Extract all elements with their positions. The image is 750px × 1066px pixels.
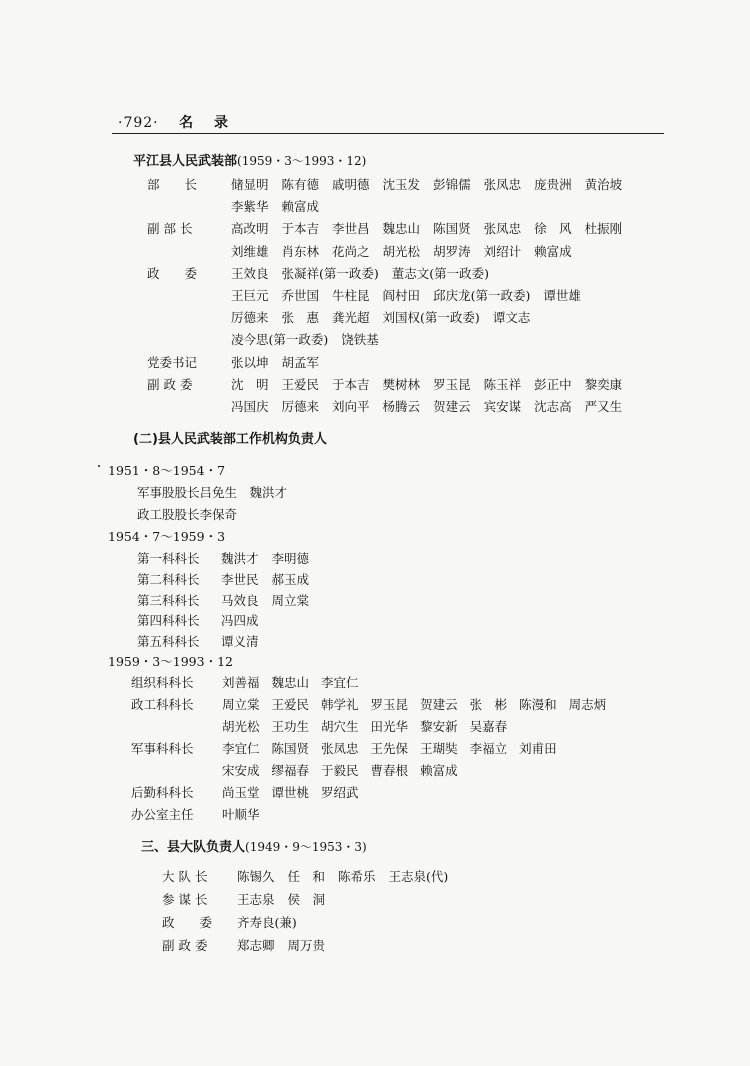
roster-row: [162, 913, 310, 931]
person-name: 周万贵: [287, 938, 326, 953]
role-label: 大 队 长: [162, 869, 208, 884]
roster-row: [137, 570, 322, 588]
role-label: 后勤科科长: [131, 785, 194, 800]
roster-row: [147, 375, 635, 393]
roster-row: [147, 197, 332, 215]
person-name: 张 惠: [281, 310, 320, 326]
person-name: 彭正中: [534, 376, 572, 392]
person-name: 凌今思(第一政委): [231, 332, 329, 348]
person-name: 高改明: [231, 221, 269, 237]
person-name: 魏忠山: [382, 221, 421, 237]
person-name: 刘维雄: [231, 243, 269, 259]
person-name: 魏忠山: [271, 675, 310, 690]
roster-row: [147, 286, 594, 304]
person-name: 李世民: [221, 571, 259, 587]
section1-date: (1959・3～1993・12): [237, 154, 367, 168]
section3-date: (1949・9～1953・3): [245, 840, 367, 854]
person-name: 阎村田: [382, 288, 421, 303]
person-name: 谭文志: [492, 310, 531, 326]
person-name: 徐 风: [534, 221, 572, 237]
role-label: 组织科科长: [131, 675, 194, 690]
section3-heading: [141, 836, 367, 855]
person-name: 李宜仁: [222, 741, 260, 756]
person-name: 谭世雄: [543, 288, 581, 303]
roster-row: [162, 867, 461, 885]
person-name: 罗玉昆: [433, 376, 471, 392]
person-name: 刘绍计: [483, 243, 522, 259]
person-name: 杨腾云: [382, 399, 421, 414]
person-name: 刘向平: [332, 399, 370, 414]
role-label: 参 谋 长: [162, 892, 208, 907]
roster-row: [131, 695, 618, 713]
period1-line-1: 军事股股长吕免生 魏洪才: [137, 485, 288, 500]
period1-date: 1951・8～1954・7: [108, 463, 226, 478]
roster-row: [137, 632, 272, 650]
person-name: 张凝祥(第一政委): [281, 265, 379, 281]
person-name: 吴嘉春: [469, 719, 508, 734]
role-label: 第五科科长: [137, 634, 200, 650]
person-name: 牛柱昆: [332, 288, 370, 303]
roster-row: [147, 308, 543, 326]
person-name: 赖富成: [534, 243, 572, 259]
roster-row: [131, 805, 272, 823]
person-name: 王先保: [370, 741, 409, 756]
roster-row: [147, 175, 635, 193]
person-name: 于本吉: [332, 376, 370, 392]
person-name: 刘国权(第一政委): [382, 310, 480, 326]
person-name: 黄治坡: [584, 177, 623, 192]
person-name: 沈志高: [534, 399, 572, 414]
person-name: 王效良: [231, 265, 269, 281]
person-name: 胡孟军: [281, 354, 320, 370]
person-name: 储显明: [231, 177, 269, 192]
person-name: 周立棠: [271, 592, 310, 608]
person-name: 陈漫和: [519, 697, 557, 712]
person-name: 王巨元: [231, 288, 269, 303]
section1-heading: [133, 150, 366, 169]
period3-date: 1959・3～1993・12: [108, 654, 233, 669]
person-name: 张 彬: [469, 697, 508, 712]
person-name: 刘善福: [222, 675, 260, 690]
person-name: 厉德来: [231, 310, 269, 326]
person-name: 王爱民: [271, 697, 310, 712]
person-name: 陈国贤: [433, 221, 471, 237]
person-name: 罗玉昆: [370, 697, 409, 712]
role-label: 副 政 委: [147, 376, 193, 392]
person-name: 周志炳: [568, 697, 607, 712]
person-name: 曹春根: [370, 763, 409, 778]
person-name: 李紫华: [231, 199, 269, 215]
person-name: 谭世桃: [271, 785, 310, 800]
header-rule: [112, 133, 664, 134]
person-name: 侯 洞: [287, 892, 326, 907]
roster-row: [147, 353, 332, 371]
person-name: 田光华: [370, 719, 409, 734]
section1-title: 平江县人民武装部: [133, 154, 238, 169]
person-name: 王志泉: [237, 892, 275, 907]
person-name: 饶铁基: [341, 332, 379, 348]
person-name: 郝玉成: [271, 571, 310, 587]
person-name: 于毅民: [321, 763, 359, 778]
roster-row: [147, 242, 585, 260]
person-name: 戚明德: [332, 177, 370, 192]
person-name: 胡光松: [382, 243, 421, 259]
person-name: 王爱民: [281, 376, 320, 392]
person-name: 胡罗涛: [433, 243, 471, 259]
person-name: 冯国庆: [231, 399, 269, 414]
person-name: 宾安谋: [483, 399, 522, 414]
roster-row: [131, 761, 470, 779]
roster-row: [162, 890, 338, 908]
page-header: [118, 112, 236, 132]
person-name: 贺建云: [433, 399, 471, 414]
person-name: 李世昌: [332, 221, 370, 237]
person-name: 齐寿良(兼): [237, 915, 297, 930]
page-number: ·792·: [118, 115, 159, 131]
person-name: 宋安成: [222, 763, 260, 778]
person-name: 周立棠: [222, 697, 260, 712]
section2-title: (二)县人民武装部工作机构负责人: [133, 432, 327, 447]
person-name: 彭锦儒: [433, 177, 471, 192]
person-name: 张凤忠: [483, 177, 522, 192]
section3-title: 三、县大队负责人: [141, 840, 246, 855]
person-name: 花尚之: [332, 243, 370, 259]
person-name: 叶顺华: [222, 807, 260, 822]
person-name: 陈锡久: [237, 869, 275, 884]
person-name: 于本吉: [281, 221, 320, 237]
person-name: 张凤忠: [321, 741, 359, 756]
role-label: 政 委: [147, 265, 198, 281]
role-label: 政 委: [162, 915, 213, 930]
person-name: 王功生: [271, 719, 310, 734]
person-name: 陈希乐: [338, 869, 376, 884]
roster-row: [131, 739, 569, 757]
roster-row: [137, 611, 272, 629]
person-name: 李福立: [469, 741, 508, 756]
person-name: 尚玉堂: [222, 785, 260, 800]
role-label: 副 政 委: [162, 938, 208, 953]
person-name: 乔世国: [281, 288, 320, 303]
person-name: 刘甫田: [519, 741, 557, 756]
person-name: 罗绍武: [321, 785, 359, 800]
person-name: 庞贵洲: [534, 177, 572, 192]
roster-row: [147, 264, 502, 282]
person-name: 陈玉祥: [483, 376, 522, 392]
person-name: 邱庆龙(第一政委): [433, 288, 531, 303]
person-name: 李宜仁: [321, 675, 359, 690]
period2-date: 1954・7～1959・3: [108, 529, 226, 544]
person-name: 李明德: [271, 551, 310, 566]
role-label: 政工科科长: [131, 697, 194, 712]
person-name: 沈 明: [231, 376, 269, 392]
roster-row: [147, 219, 635, 237]
roster-row: [162, 936, 338, 954]
person-name: 贺建云: [420, 697, 458, 712]
person-name: 任 和: [287, 869, 326, 884]
person-name: 韩学礼: [321, 697, 359, 712]
role-label: 党委书记: [147, 354, 198, 370]
role-label: 第二科科长: [137, 571, 200, 587]
person-name: 郑志卿: [237, 938, 275, 953]
person-name: 肖东林: [281, 243, 320, 259]
role-label: 军事科科长: [131, 741, 194, 756]
person-name: 张凤忠: [483, 221, 522, 237]
running-title: 名 录: [179, 115, 236, 131]
person-name: 陈国贤: [271, 741, 310, 756]
person-name: 黎安新: [420, 719, 458, 734]
person-name: 赖富成: [281, 199, 320, 215]
person-name: 胡光松: [222, 719, 260, 734]
person-name: 陈有德: [281, 177, 320, 192]
person-name: 谭义清: [221, 634, 259, 650]
roster-row: [131, 717, 519, 735]
person-name: 王瑚奘: [420, 741, 458, 756]
roster-row: [131, 783, 371, 801]
role-label: 副 部 长: [147, 221, 193, 237]
person-name: 张以坤: [231, 354, 269, 370]
person-name: 黎奕康: [584, 376, 623, 392]
role-label: 第一科科长: [137, 551, 200, 566]
role-label: 第三科科长: [137, 592, 200, 608]
person-name: 董志文(第一政委): [391, 265, 490, 281]
period1-line-2: 政工股股长李保奇: [137, 507, 238, 522]
roster-row: [147, 330, 392, 348]
person-name: 樊树林: [382, 376, 421, 392]
person-name: 冯四成: [221, 613, 259, 629]
roster-row: [131, 673, 371, 691]
person-name: 胡穴生: [321, 719, 359, 734]
role-label: 办公室主任: [131, 807, 194, 822]
person-name: 厉德来: [281, 399, 320, 414]
role-label: 部 长: [147, 177, 198, 192]
person-name: 杜振刚: [584, 221, 623, 237]
person-name: 沈玉发: [382, 177, 421, 192]
person-name: 缪福春: [271, 763, 310, 778]
person-name: 魏洪才: [221, 551, 259, 566]
roster-row: [137, 549, 322, 567]
person-name: 马效良: [221, 592, 259, 608]
roster-row: [137, 591, 322, 609]
person-name: 王志泉(代): [388, 869, 449, 884]
person-name: 龚光超: [332, 310, 370, 326]
scan-speck: [98, 465, 100, 467]
role-label: 第四科科长: [137, 613, 200, 629]
person-name: 赖富成: [420, 763, 458, 778]
person-name: 严又生: [584, 399, 623, 414]
roster-row: [147, 397, 635, 415]
